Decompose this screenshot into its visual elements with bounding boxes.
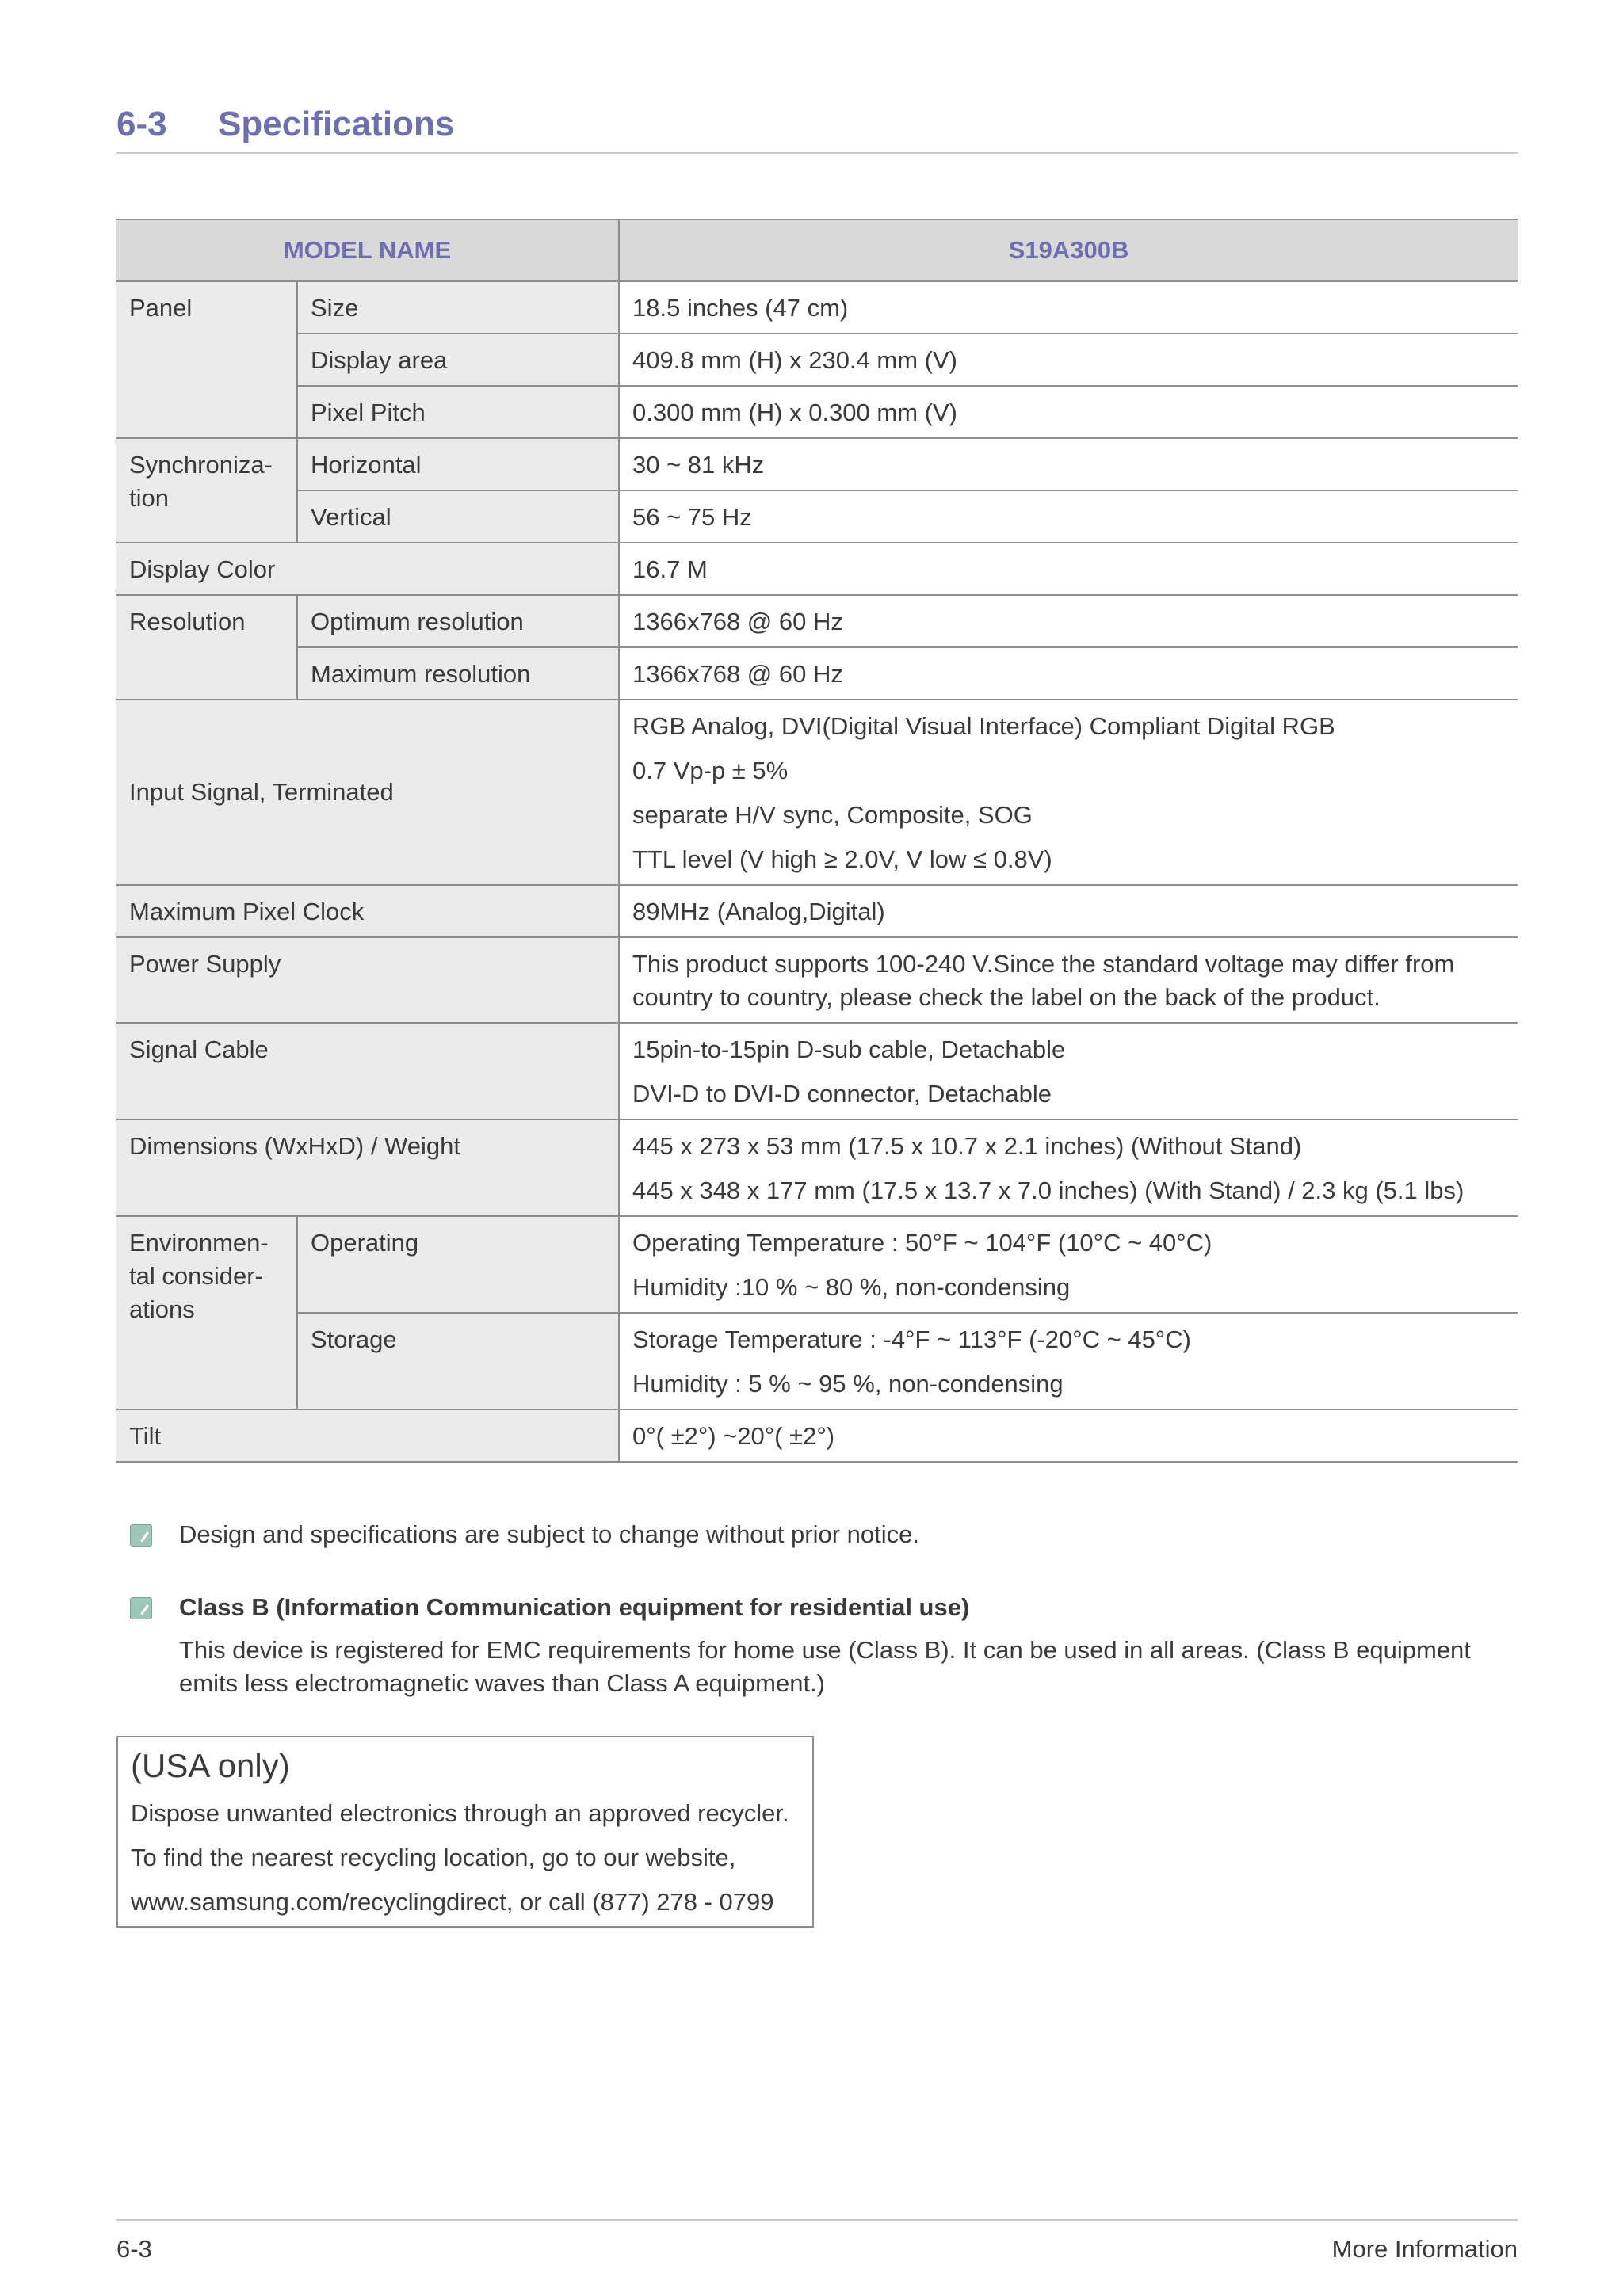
table-row (116, 595, 1518, 647)
maximum-resolution-label: Maximum resolution (297, 647, 619, 700)
table-row (116, 700, 1518, 885)
display-area-label: Display area (297, 334, 619, 386)
max-pixel-clock-label: Maximum Pixel Clock (116, 885, 619, 937)
table-row (116, 334, 1518, 386)
vertical-label: Vertical (297, 490, 619, 543)
input-signal-label: Input Signal, Terminated (116, 700, 619, 885)
tilt-value: 0°( ±2°) ~20°( ±2°) (619, 1409, 1518, 1462)
dimensions-label: Dimensions (WxHxD) / Weight (116, 1119, 619, 1216)
note-text: emits less electromagnetic waves than Class A equipment.) (179, 1669, 825, 1697)
size-label: Size (297, 281, 619, 334)
section-heading (116, 101, 1518, 154)
specifications-table (116, 219, 1518, 1463)
usa-box-text: Dispose unwanted electronics through an approved recycler. (131, 1799, 789, 1827)
note-title: Class B (Information Communication equipment for residential use) (179, 1593, 970, 1621)
display-color-value: 16.7 M (619, 543, 1518, 595)
note-item (127, 1591, 1522, 1700)
table-row (116, 1409, 1518, 1462)
usa-box-title: (USA only) (131, 1747, 290, 1784)
notes-section (127, 1518, 1522, 1700)
size-value: 18.5 inches (47 cm) (619, 281, 1518, 334)
optimum-resolution-label: Optimum resolution (297, 595, 619, 647)
input-signal-value: RGB Analog, DVI(Digital Visual Interface) Compliant Digital RGB 0.7 Vp-p ± 5% separate H/V sync, Composite, SOG TTL level (V high ≥ 2.0V, V low ≤ 0.8V) (619, 700, 1518, 885)
table-row (116, 438, 1518, 490)
maximum-resolution-value: 1366x768 @ 60 Hz (619, 647, 1518, 700)
table-row (116, 885, 1518, 937)
note-icon (130, 1597, 152, 1619)
model-number-header: S19A300B (619, 219, 1518, 281)
model-name-header: MODEL NAME (116, 219, 619, 281)
table-row (116, 937, 1518, 1023)
note-icon (130, 1524, 152, 1547)
resolution-label: Resolution (116, 595, 297, 700)
pixel-pitch-value: 0.300 mm (H) x 0.300 mm (V) (619, 386, 1518, 438)
signal-cable-label: Signal Cable (116, 1023, 619, 1119)
dimensions-value: 445 x 273 x 53 mm (17.5 x 10.7 x 2.1 inches) (Without Stand) 445 x 348 x 177 mm (17.5 x 13.7 x 7.0 inches) (With Stand) / 2.3 kg (5.1 lbs) (619, 1119, 1518, 1216)
table-row (116, 647, 1518, 700)
table-row (116, 1119, 1518, 1216)
signal-cable-value: 15pin-to-15pin D-sub cable, Detachable DVI-D to DVI-D connector, Detachable (619, 1023, 1518, 1119)
table-row (116, 281, 1518, 334)
table-row (116, 386, 1518, 438)
section-number: 6-3 (116, 105, 167, 143)
power-supply-label: Power Supply (116, 937, 619, 1023)
max-pixel-clock-value: 89MHz (Analog,Digital) (619, 885, 1518, 937)
display-area-value: 409.8 mm (H) x 230.4 mm (V) (619, 334, 1518, 386)
table-row (116, 1216, 1518, 1313)
horizontal-value: 30 ~ 81 kHz (619, 438, 1518, 490)
table-row (116, 490, 1518, 543)
table-header-row (116, 219, 1518, 281)
vertical-value: 56 ~ 75 Hz (619, 490, 1518, 543)
synchronization-label: Synchroniza- tion (116, 438, 297, 543)
usa-recycling-box (116, 1736, 814, 1928)
tilt-label: Tilt (116, 1409, 619, 1462)
storage-label: Storage (297, 1313, 619, 1409)
note-text: Design and specifications are subject to change without prior notice. (179, 1520, 919, 1548)
panel-label: Panel (116, 281, 297, 438)
page-footer (116, 2219, 1518, 2263)
table-row (116, 543, 1518, 595)
note-text: This device is registered for EMC requirements for home use (Class B). It can be used in all areas. (Class B equipment (179, 1636, 1471, 1664)
storage-value: Storage Temperature : -4°F ~ 113°F (-20°C ~ 45°C) Humidity : 5 % ~ 95 %, non-condensing (619, 1313, 1518, 1409)
power-supply-value: This product supports 100-240 V.Since the standard voltage may differ from country to country, please check the label on the back of the product. (619, 937, 1518, 1023)
footer-section-name: More Information (1331, 2235, 1518, 2263)
usa-box-text: To find the nearest recycling location, go to our website, (131, 1844, 736, 1871)
pixel-pitch-label: Pixel Pitch (297, 386, 619, 438)
operating-label: Operating (297, 1216, 619, 1313)
optimum-resolution-value: 1366x768 @ 60 Hz (619, 595, 1518, 647)
footer-page-number: 6-3 (116, 2235, 152, 2263)
table-row (116, 1023, 1518, 1119)
table-row (116, 1313, 1518, 1409)
horizontal-label: Horizontal (297, 438, 619, 490)
environmental-label: Environmen- tal consider- ations (116, 1216, 297, 1409)
note-item (127, 1518, 1522, 1551)
section-title: Specifications (218, 105, 455, 143)
usa-box-text: www.samsung.com/recyclingdirect, or call (877) 278 - 0799 (131, 1888, 774, 1916)
operating-value: Operating Temperature : 50°F ~ 104°F (10°C ~ 40°C) Humidity :10 % ~ 80 %, non-condensing (619, 1216, 1518, 1313)
display-color-label: Display Color (116, 543, 619, 595)
